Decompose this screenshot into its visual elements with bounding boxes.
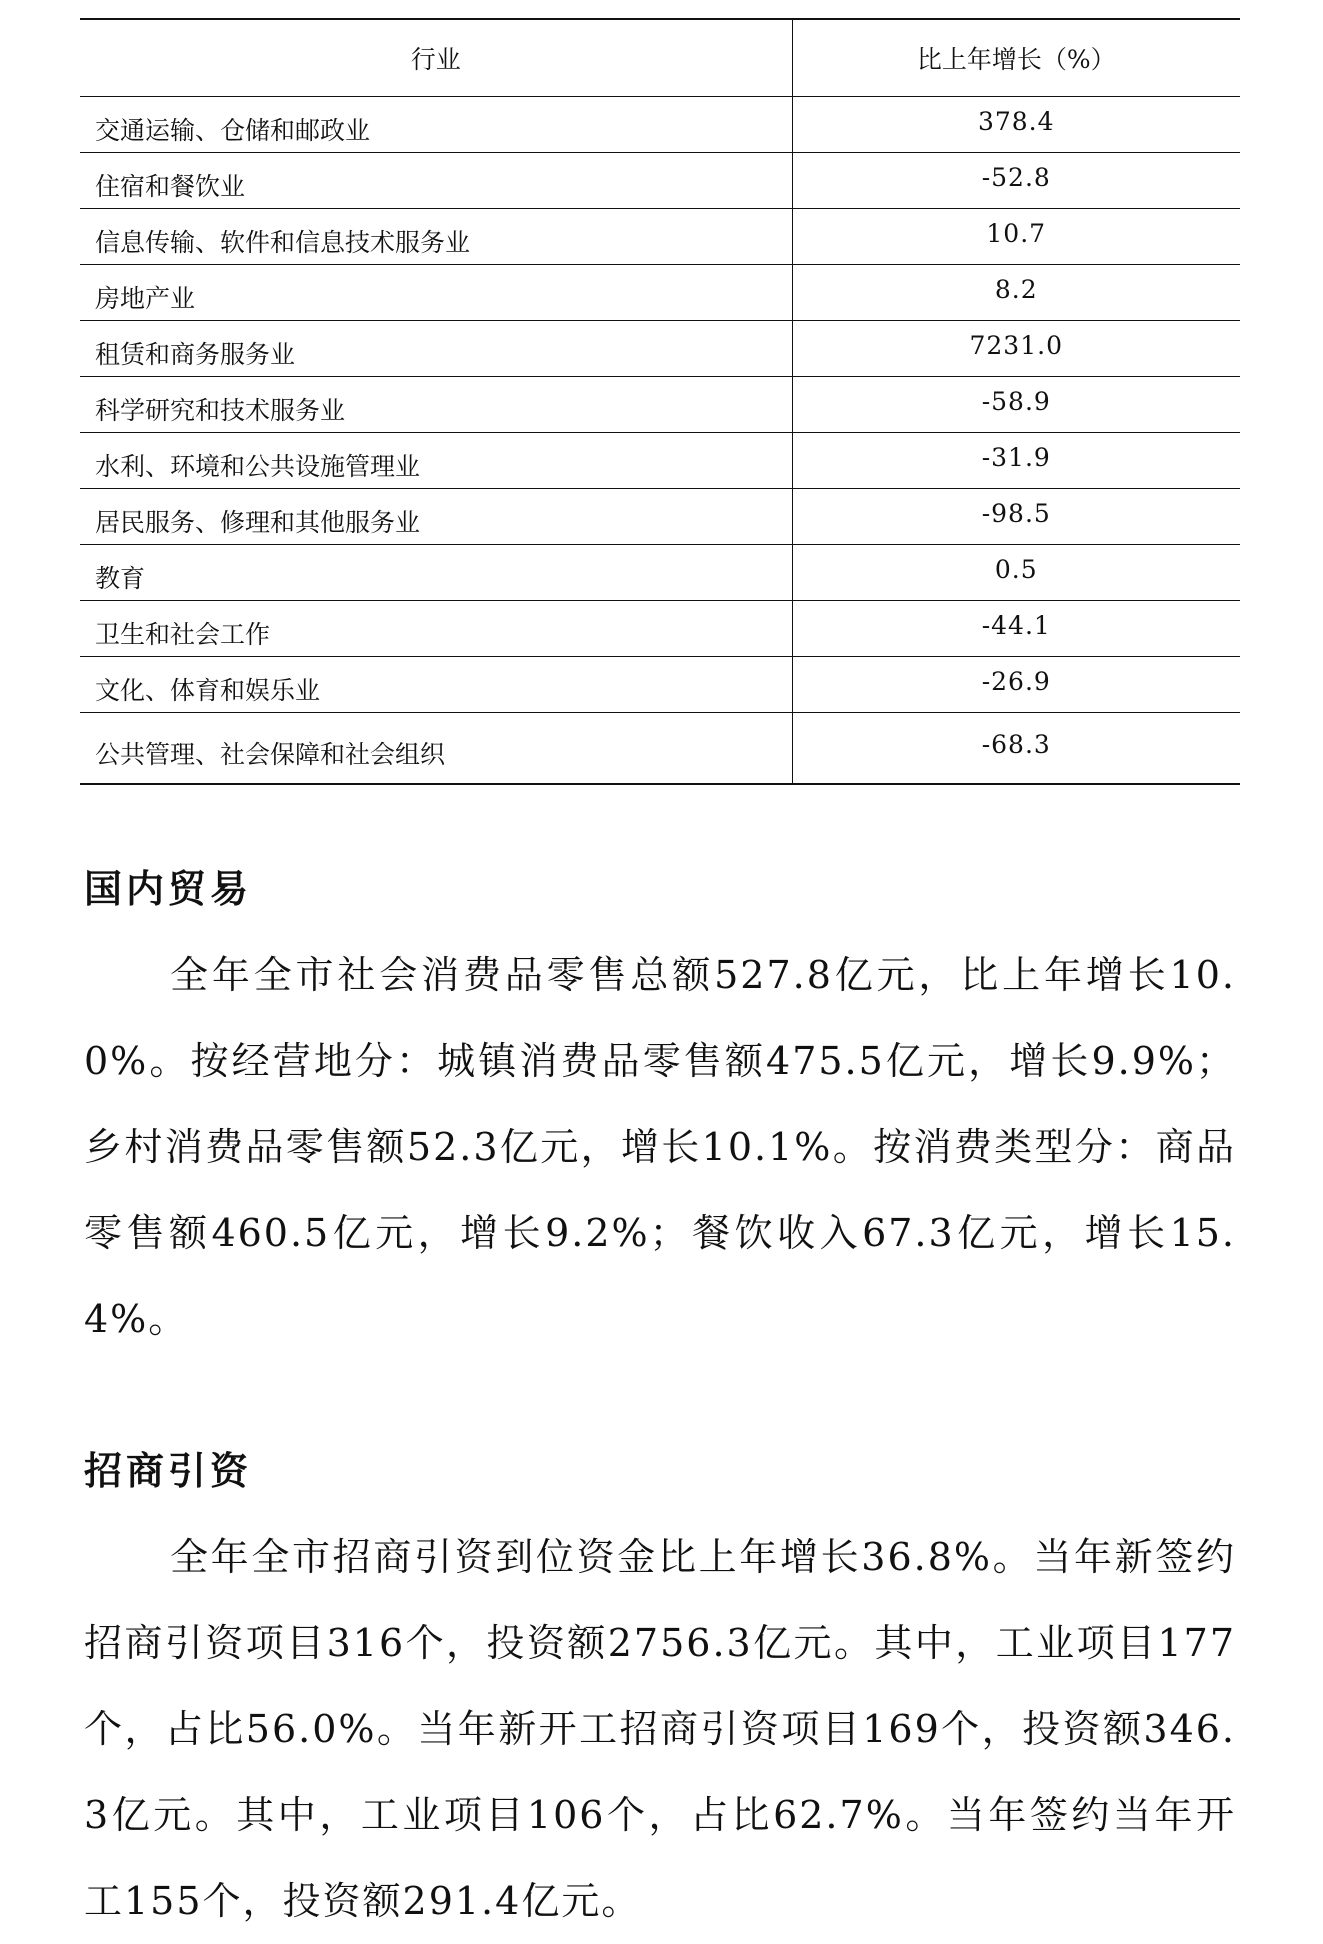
table-row [80,208,1240,264]
investment-attraction-paragraph: 全年全市招商引资到位资金比上年增长36.8%。当年新签约招商引资项目316个，投资额2756.3亿元。其中，工业项目177个，占比56.0%。当年新开工招商引资项目169个，投资额346.3亿元。其中，工业项目106个，占比62.7%。当年签约当年开工155个，投资额291.4亿元。 [84,1535,1236,1923]
growth-cell: 378.4 [792,96,1240,152]
growth-cell: 8.2 [792,264,1240,320]
table-row [80,96,1240,152]
industry-cell: 居民服务、修理和其他服务业 [80,488,792,544]
growth-cell: 10.7 [792,208,1240,264]
industry-cell: 交通运输、仓储和邮政业 [80,96,792,152]
growth-cell: -26.9 [792,656,1240,712]
table-row [80,712,1240,784]
growth-cell: -52.8 [792,152,1240,208]
growth-cell: -68.3 [792,712,1240,784]
domestic-trade-heading: 国内贸易 [84,867,253,911]
table-row [80,544,1240,600]
growth-cell: -44.1 [792,600,1240,656]
table-row [80,432,1240,488]
table-row [80,152,1240,208]
industry-cell: 房地产业 [80,264,792,320]
growth-column-header: 比上年增长（%） [792,19,1240,96]
table-row [80,320,1240,376]
growth-cell: -98.5 [792,488,1240,544]
growth-cell: -31.9 [792,432,1240,488]
industry-cell: 教育 [80,544,792,600]
industry-cell: 卫生和社会工作 [80,600,792,656]
industry-cell: 住宿和餐饮业 [80,152,792,208]
industry-cell: 水利、环境和公共设施管理业 [80,432,792,488]
industry-column-header: 行业 [80,19,792,96]
domestic-trade-paragraph: 全年全市社会消费品零售总额527.8亿元，比上年增长10.0%。按经营地分：城镇消费品零售额475.5亿元，增长9.9%；乡村消费品零售额52.3亿元，增长10.1%。按消费类型分：商品零售额460.5亿元，增长9.2%；餐饮收入67.3亿元，增长15.4%。 [84,953,1236,1341]
industry-growth-table [80,18,1240,785]
industry-cell: 科学研究和技术服务业 [80,376,792,432]
industry-cell: 信息传输、软件和信息技术服务业 [80,208,792,264]
growth-cell: -58.9 [792,376,1240,432]
table-row [80,656,1240,712]
table-row [80,376,1240,432]
industry-cell: 公共管理、社会保障和社会组织 [80,712,792,784]
table-row [80,264,1240,320]
table-row [80,488,1240,544]
investment-attraction-heading: 招商引资 [84,1449,253,1493]
growth-cell: 7231.0 [792,320,1240,376]
table-row [80,600,1240,656]
table-header-row [80,19,1240,96]
growth-cell: 0.5 [792,544,1240,600]
industry-cell: 文化、体育和娱乐业 [80,656,792,712]
industry-cell: 租赁和商务服务业 [80,320,792,376]
